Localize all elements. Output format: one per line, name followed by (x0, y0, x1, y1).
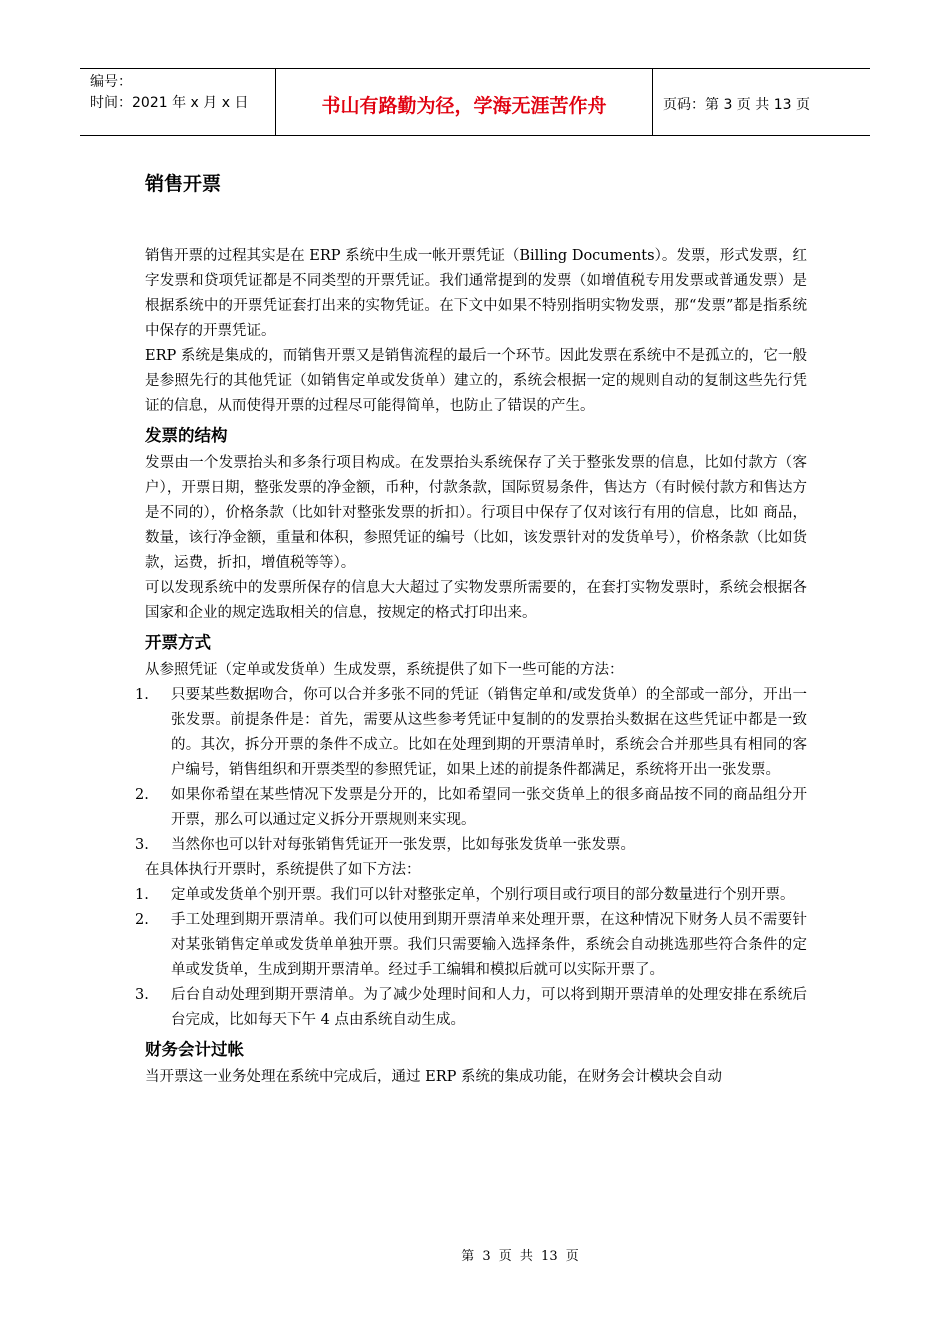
list-item (135, 908, 807, 983)
section-paragraph: 可以发现系统中的发票所保存的信息大大超过了实物发票所需要的，在套打实物发票时，系统会根据各国家和企业的规定选取相关的信息，按规定的格式打印出来。 (145, 580, 807, 621)
page-title: 销售开票 (145, 173, 222, 195)
intro-paragraph: ERP 系统是集成的，而销售开票又是销售流程的最后一个环节。因此发票在系统中不是孤立的，它一般是参照先行的其他凭证（如销售定单或发货单）建立的，系统会根据一定的规则自动的复制这些先行凭证的信息，从而使得开票的过程尽可能得简单，也防止了错误的产生。 (145, 348, 807, 414)
header-meta-cell (80, 69, 276, 135)
list-number: 1. (135, 687, 149, 703)
page-footer: 第 3 页 共 13 页 (461, 1249, 579, 1264)
list-item (135, 883, 807, 908)
intro-paragraph: 销售开票的过程其实是在 ERP 系统中生成一帐开票凭证（Billing Documents）。发票，形式发票，红字发票和贷项凭证都是不同类型的开票凭证。我们通常提到的发票（如增值税专用发票或普通发票）是根据系统中的开票凭证套打出来的实物凭证。在下文中如果不特别指明实物发票，那“发票”都是指系统中保存的开票凭证。 (145, 248, 807, 339)
section-paragraph: 当开票这一业务处理在系统中完成后，通过 ERP 系统的集成功能，在财务会计模块会自动 (145, 1069, 722, 1085)
list-number: 3. (135, 987, 149, 1003)
list-number: 2. (135, 912, 149, 928)
list-item-text: 如果你希望在某些情况下发票是分开的，比如希望同一张交货单上的很多商品按不同的商品组分开开票，那么可以通过定义拆分开票规则来实现。 (171, 787, 807, 828)
doc-time-label: 时间：2021 年 x 月 x 日 (90, 95, 249, 111)
list-item-text: 定单或发货单个别开票。我们可以针对整张定单，个别行项目或行项目的部分数量进行个别开票。 (171, 887, 795, 903)
section-heading: 发票的结构 (145, 426, 228, 445)
header-motto: 书山有路勤为径，学海无涯苦作舟 (276, 69, 653, 135)
page-header (80, 68, 870, 136)
document-body (135, 168, 807, 1090)
list-item (135, 983, 807, 1033)
list-number: 1. (135, 887, 149, 903)
doc-number-label: 编号： (90, 74, 132, 90)
list-number: 3. (135, 837, 149, 853)
list-item-text: 当然你也可以针对每张销售凭证开一张发票，比如每张发货单一张发票。 (171, 837, 635, 853)
list-item-text: 只要某些数据吻合，你可以合并多张不同的凭证（销售定单和/或发货单）的全部或一部分，开出一张发票。前提条件是：首先，需要从这些参考凭证中复制的的发票抬头数据在这些凭证中都是一致的。其次，拆分开票的条件不成立。比如在处理到期的开票清单时，系统会合并那些具有相同的客户编号，销售组织和开票类型的参照凭证，如果上述的前提条件都满足，系统将开出一张发票。 (171, 687, 807, 778)
numbered-list (135, 683, 807, 858)
list-item-text: 后台自动处理到期开票清单。为了减少处理时间和人力，可以将到期开票清单的处理安排在系统后台完成，比如每天下午 4 点由系统自动生成。 (171, 987, 807, 1028)
section-paragraph: 在具体执行开票时，系统提供了如下方法： (145, 862, 421, 878)
list-item-text: 手工处理到期开票清单。我们可以使用到期开票清单来处理开票，在这种情况下财务人员不需要针对某张销售定单或发货单单独开票。我们只需要输入选择条件，系统会自动挑选那些符合条件的定单或发货单，生成到期开票清单。经过手工编辑和模拟后就可以实际开票了。 (171, 912, 807, 978)
numbered-list (135, 883, 807, 1033)
section-heading: 财务会计过帐 (145, 1040, 244, 1059)
list-item (135, 783, 807, 833)
list-item (135, 683, 807, 783)
list-number: 2. (135, 787, 149, 803)
section-heading: 开票方式 (145, 633, 211, 652)
header-page-number: 页码：第 3 页 共 13 页 (663, 97, 810, 113)
section-paragraph: 发票由一个发票抬头和多条行项目构成。在发票抬头系统保存了关于整张发票的信息，比如付款方（客户），开票日期，整张发票的净金额，币种，付款条款，国际贸易条件，售达方（有时候付款方和售达方是不同的），价格条款（比如针对整张发票的折扣）。行项目中保存了仅对该行有用的信息，比如 商品，数量，该行净金额，重量和体积，参照凭证的编号（比如，该发票针对的发货单号），价格条款（比如货款，运费，折扣，增值税等等）。 (145, 455, 807, 571)
section-paragraph: 从参照凭证（定单或发货单）生成发票，系统提供了如下一些可能的方法： (145, 662, 624, 678)
list-item (135, 833, 807, 858)
